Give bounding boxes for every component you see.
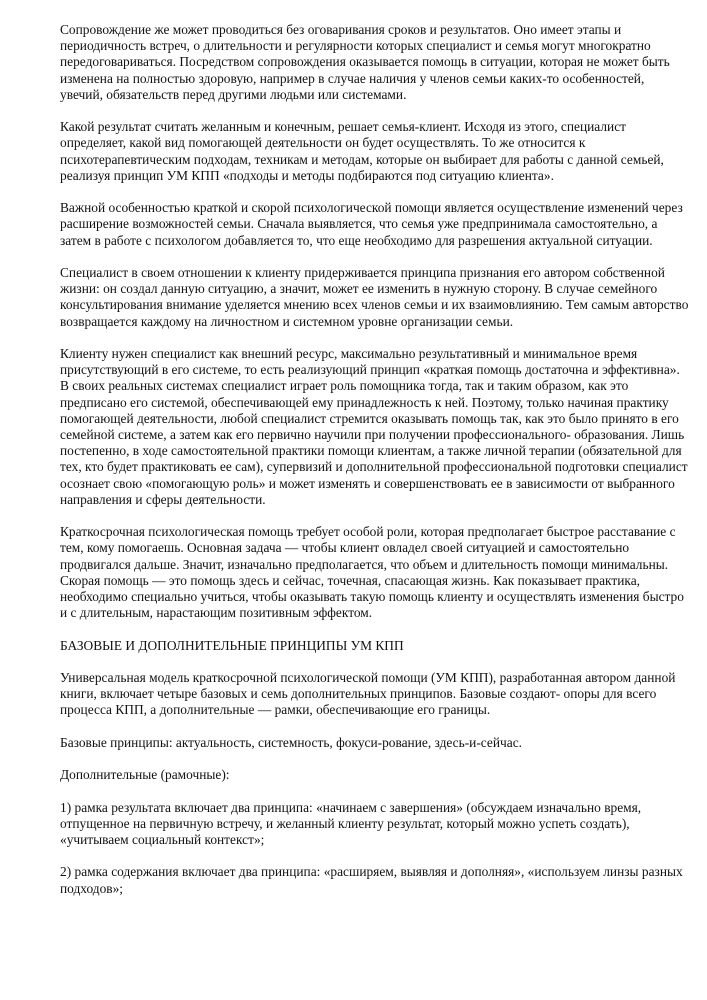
paragraph-short-term-help: Краткосрочная психологическая помощь требует особой роли, которая предполагает быстрое расставание с тем, кому помогаешь. Основная задача — чтобы клиент овладел своей ситуацией и самостоятельно продвигался дальше. Значит, изначально предполагается, что объем и длительность помощи минимальны. Скорая помощь — это помощь здесь и сейчас, точечная, спасающая жизнь. Как показывает практика, необходимо специально учиться, чтобы оказывать такую помощь клиенту и осуществлять изменения быстро и с длительным, нарастающим позитивным эффектом. [60, 524, 684, 621]
list-item-content-frame: 2) рамка содержания включает два принципа: «расширяем, выявляя и дополняя», «используем линзы разных подходов»; [60, 864, 683, 896]
paragraph-accompaniment: Сопровождение же может проводиться без оговаривания сроков и результатов. Оно имеет этапы и периодичность встреч, о длительности и регулярности которых специалист и семья могут многократно передоговариваться. Посредством сопровождения оказывается помощь в ситуации, которая не может быть изменена на полностью здоровую, например в случае наличия у членов семьи каких-то особенностей, увечий, обязательств перед другими людьми или системами. [60, 22, 670, 102]
section-heading: БАЗОВЫЕ И ДОПОЛНИТЕЛЬНЫЕ ПРИНЦИПЫ УМ КПП [60, 637, 404, 653]
paragraph-external-resource: Клиенту нужен специалист как внешний ресурс, максимально результативный и минимальное время присутствующий в его системе, то есть реализующий принцип «краткая помощь достаточна и эффективна». В своих реальных системах специалист играет роль помощника тогда, так и таким образом, как это предписано его системой, обеспечивающей ему принадлежность к ней. Поэтому, только начиная практику помогающей деятельности, любой специалист стремится оказывать помощь так, как это было принято в его семейной системе, а затем как его первично научили при получении профессионального- образования. Лишь постепенно, в ходе самостоятельной практики помощи клиентам, а также личной терапии (обязательной для тех, кто будет практиковать ее сам), супервизий и дополнительной профессиональной подготовки специалист осознает свою «помогающую роль» и может изменять и совершенствовать ее в зависимости от выбранного направления и сферы деятельности. [60, 346, 688, 507]
paragraph-basic-principles: Базовые принципы: актуальность, системность, фокуси-рование, здесь-и-сейчас. [60, 734, 522, 750]
paragraph-universal-model: Универсальная модель краткосрочной психологической помощи (УМ КПП), разработанная автором данной книги, включает четыре базовых и семь дополнительных принципов. Базовые создают- опоры для всего процесса КПП, а дополнительные — рамки, обеспечивающие его границы. [60, 670, 676, 718]
paragraph-family-possibilities: Важной особенностью краткой и скорой психологической помощи является осуществление изменений через расширение возможностей семьи. Сначала выявляется, что семья уже предпринимала самостоятельно, а затем в работе с психологом добавляется то, что еще необходимо для разрешения актуальной ситуации. [60, 200, 683, 248]
list-item-result-frame: 1) рамка результата включает два принципа: «начинаем с завершения» (обсуждаем изначально время, отпущенное на первичную встречу, и желанный клиенту результат, который можно успеть создать), «учитываем социальный контекст»; [60, 799, 642, 847]
paragraph-desired-result: Какой результат считать желанным и конечным, решает семья-клиент. Исходя из этого, специалист определяет, какой вид помогающей деятельности он будет осуществлять. То же относится к психотерапевтическим подходам, техникам и методам, которые он выбирает для работы с данной семьей, реализуя принцип УМ КПП «подходы и методы подбираются под ситуацию клиента». [60, 119, 664, 183]
document-page [60, 22, 690, 913]
paragraph-additional-principles: Дополнительные (рамочные): [60, 767, 230, 783]
paragraph-authorship: Специалист в своем отношении к клиенту придерживается принципа признания его автором собственной жизни: он создал данную ситуацию, а значит, может ее изменить в нужную сторону. В случае семейного консультирования внимание уделяется мнению всех членов семьи и их взаимовлиянию. Тем самым авторство возвращается каждому на личностном и системном уровне организации семьи. [60, 265, 689, 329]
